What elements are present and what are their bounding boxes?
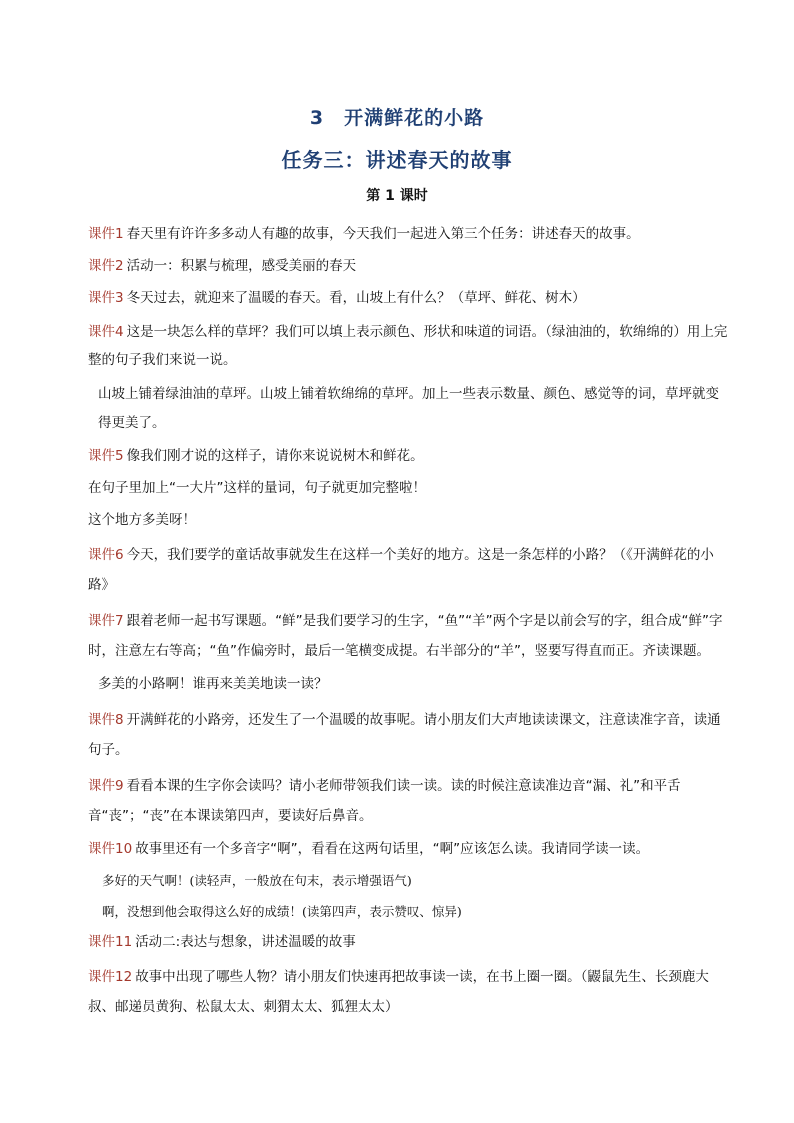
slide-label: 课件12 [88,969,133,985]
lesson-title: 3 开满鲜花的小路 [309,107,485,129]
paragraph-10 [88,606,728,666]
paragraph-15 [88,930,728,955]
paragraph-text: 活动二:表达与想象，讲述温暖的故事 [135,934,356,950]
slide-label: 课件9 [88,778,124,794]
paragraph-5 [88,380,728,438]
paragraph-text: 故事里还有一个多音字“啊”，看看在这两句话里，“啊”应该怎么读。我请同学读一读。 [135,841,650,857]
paragraph-text: 开满鲜花的小路旁，还发生了一个温暖的故事呢。请小朋友们大声地读读课文，注意读准字音，读通句子。 [88,712,721,758]
lesson-body [88,222,728,1022]
paragraph-11 [88,672,728,697]
paragraph-3 [88,286,728,311]
paragraph-6 [88,444,728,469]
paragraph-text: 这是一块怎么样的草坪？我们可以填上表示颜色、形状和味道的词语。（绿油油的，软绵绵的）用上完整的句子我们来说一说。 [88,324,728,368]
example-sentence-2 [88,899,728,924]
slide-label: 课件7 [88,613,124,629]
paragraph-13 [88,771,728,831]
paragraph-text: 山坡上铺着绿油油的草坪。山坡上铺着软绵绵的草坪。加上一些表示数量、颜色、感觉等的词，草坪就变得更美了。 [98,386,719,431]
slide-label: 课件1 [88,226,124,242]
paragraph-14 [88,837,728,862]
paragraph-9 [88,540,728,600]
slide-label: 课件8 [88,712,124,728]
slide-label: 课件6 [88,547,124,563]
slide-label: 课件4 [88,324,124,340]
paragraph-4 [88,318,728,374]
example-sentence-1 [88,868,728,893]
paragraph-1 [88,222,728,247]
paragraph-text: 活动一：积累与梳理，感受美丽的春天 [126,258,357,274]
paragraph-text: 这个地方多美呀！ [88,512,196,528]
paragraph-text: 看看本课的生字你会读吗？请小老师带领我们读一读。读的时候注意读准边音“漏、礼”和平舌音“丧”；“丧”在本课读第四声，要读好后鼻音。 [88,778,681,824]
paragraph-8 [88,508,728,533]
slide-label: 课件10 [88,841,133,857]
period-title: 第 1 课时 [366,188,428,204]
slide-label: 课件3 [88,290,124,306]
paragraph-16 [88,962,728,1022]
paragraph-text: 啊，没想到他会取得这么好的成绩！(读第四声，表示赞叹、惊异) [102,904,462,919]
slide-label: 课件2 [88,258,124,274]
paragraph-text: 多美的小路啊！谁再来美美地读一读？ [98,676,328,692]
paragraph-text: 像我们刚才说的这样子，请你来说说树木和鲜花。 [126,448,424,464]
paragraph-text: 春天里有许许多多动人有趣的故事，今天我们一起进入第三个任务：讲述春天的故事。 [126,226,640,242]
paragraph-text: 冬天过去，就迎来了温暖的春天。看，山坡上有什么？（草坪、鲜花、树木） [126,290,586,306]
paragraph-12 [88,705,728,765]
paragraph-text: 今天，我们要学的童话故事就发生在这样一个美好的地方。这是一条怎样的小路？（《开满鲜花的小路》 [88,547,714,593]
paragraph-text: 在句子里加上“一大片”这样的量词，句子就更加完整啦！ [88,480,426,496]
task-title: 任务三：讲述春天的故事 [281,148,513,172]
paragraph-7 [88,476,728,501]
paragraph-text: 故事中出现了哪些人物？请小朋友们快速再把故事读一读，在书上圈一圈。（鼹鼠先生、长颈鹿大叔、邮递员黄狗、松鼠太太、刺猬太太、狐狸太太） [88,969,709,1015]
paragraph-text: 跟着老师一起书写课题。“鲜”是我们要学习的生字，“鱼”“羊”两个字是以前会写的字，组合成“鲜”字时，注意左右等高；“鱼”作偏旁时，最后一笔横变成提。右半部分的“羊”，竖要写得直而正。齐读课题。 [88,613,723,659]
slide-label: 课件11 [88,934,133,950]
paragraph-text: 多好的天气啊！(读轻声，一般放在句末，表示增强语气) [102,873,412,888]
slide-label: 课件5 [88,448,124,464]
paragraph-2 [88,254,728,279]
